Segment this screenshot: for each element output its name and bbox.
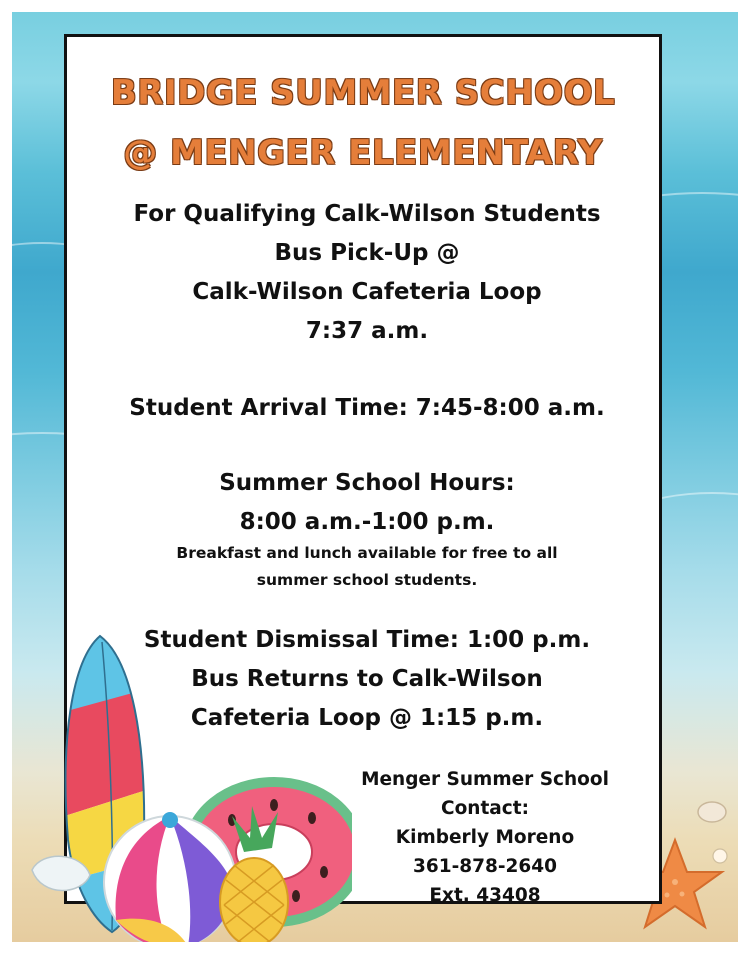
dismissal-info: Cafeteria Loop @ 1:15 p.m. xyxy=(190,705,544,731)
beach-decorations xyxy=(12,620,352,942)
dismissal-info: Bus Returns to Calk-Wilson xyxy=(191,666,543,692)
bus-info-line: Bus Pick-Up @ xyxy=(274,240,460,266)
meal-note: summer school students. xyxy=(256,571,478,589)
contact-extension: Ext. 43408 xyxy=(429,885,541,906)
contact-heading: Menger Summer School xyxy=(361,769,609,790)
dismissal-time: Student Dismissal Time: 1:00 p.m. xyxy=(143,627,591,653)
seashell-icon xyxy=(690,792,734,872)
hours-label: Summer School Hours: xyxy=(219,470,515,496)
arrival-time: Student Arrival Time: 7:45-8:00 a.m. xyxy=(129,395,605,421)
title-line-2: @ MENGER ELEMENTARY xyxy=(123,133,603,173)
hours-time: 8:00 a.m.-1:00 p.m. xyxy=(239,509,495,535)
meal-note: Breakfast and lunch available for free to all xyxy=(176,544,558,562)
title-line-1: BRIDGE SUMMER SCHOOL xyxy=(110,73,616,113)
bus-info-line: For Qualifying Calk-Wilson Students xyxy=(133,201,601,227)
contact-name: Kimberly Moreno xyxy=(395,827,575,848)
bus-info-line: Calk-Wilson Cafeteria Loop xyxy=(192,279,542,305)
contact-phone: 361-878-2640 xyxy=(412,856,558,877)
contact-heading: Contact: xyxy=(441,798,529,819)
bus-pickup-time: 7:37 a.m. xyxy=(305,318,429,344)
